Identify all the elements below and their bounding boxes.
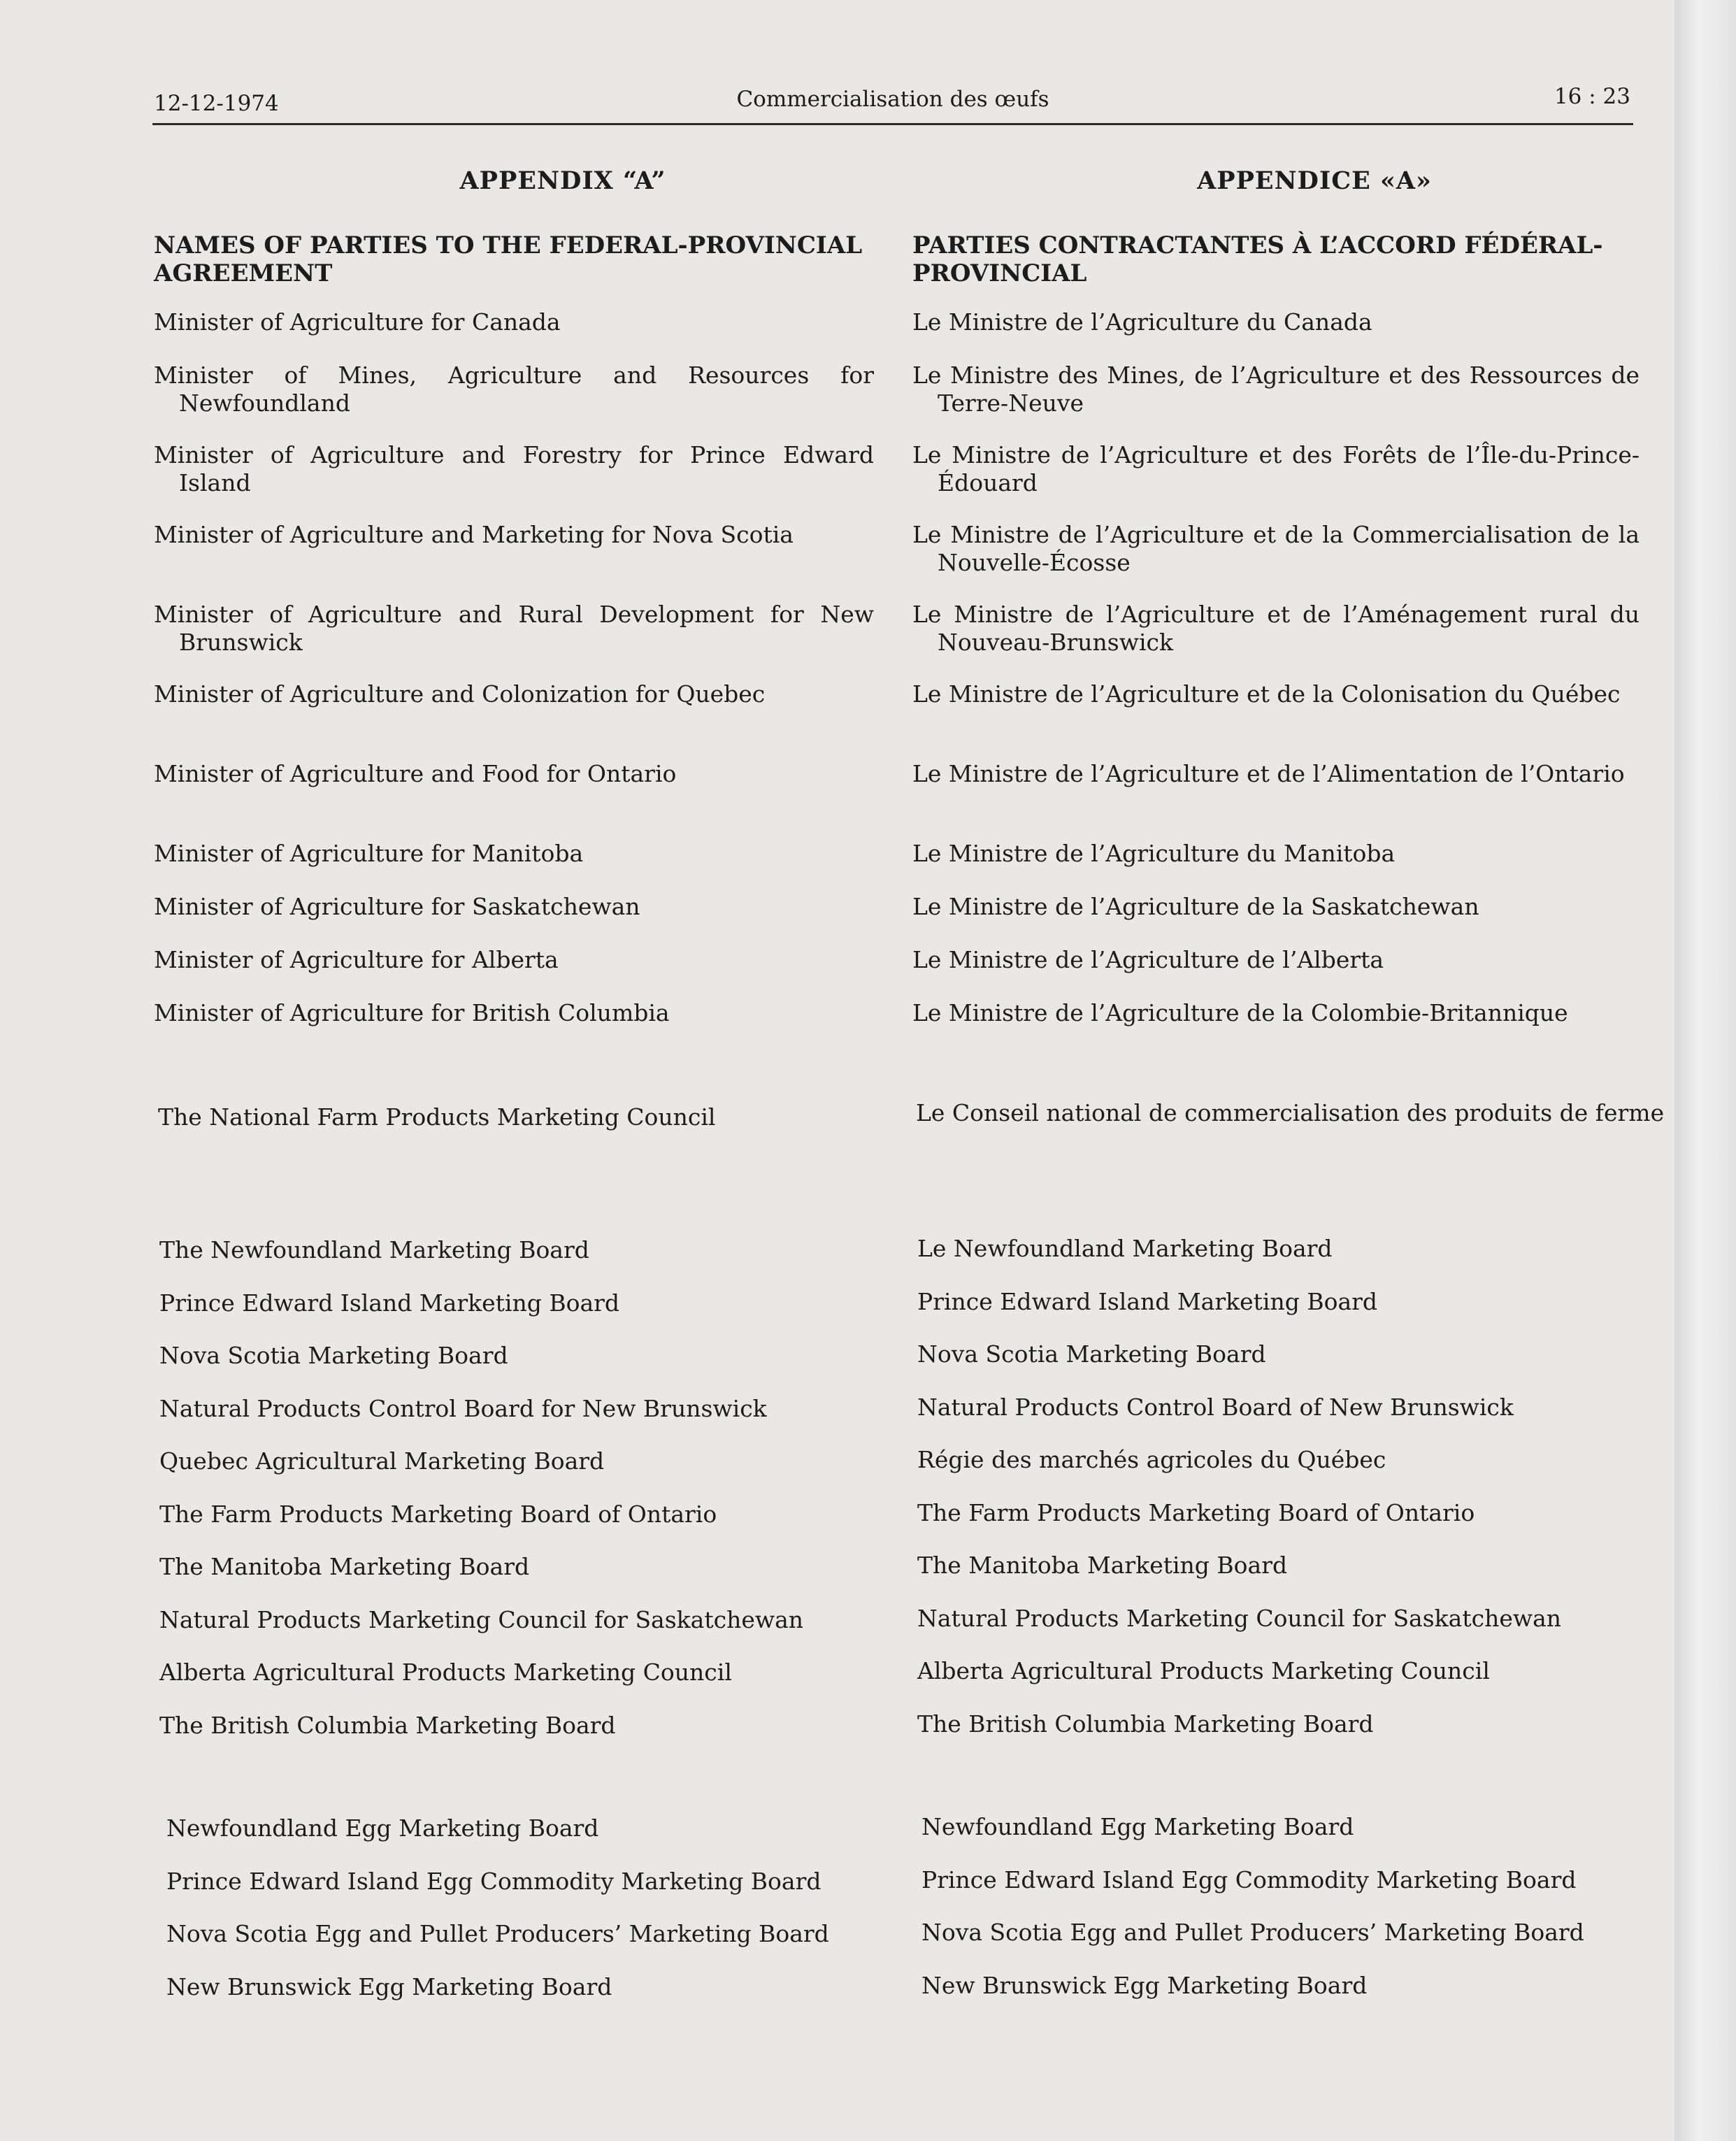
marketing-boards-list <box>159 1236 873 1764</box>
board-item: Natural Products Control Board of New Brunswick <box>917 1393 1514 1421</box>
minister-item: Minister of Agriculture and Rural Development for New Brunswick <box>154 601 874 656</box>
page-edge <box>1674 0 1736 2141</box>
ministers-list <box>154 308 874 1052</box>
board-item: Natural Products Marketing Council for Saskatchewan <box>917 1604 1562 1632</box>
header-date: 12-12-1974 <box>154 91 279 116</box>
header-title: Commercialisation des œufs <box>736 87 1049 112</box>
header-page-number: 16 : 23 <box>1554 84 1630 109</box>
minister-item: Le Ministre de l’Agriculture du Manitoba <box>912 840 1396 867</box>
board-item: Nova Scotia Egg and Pullet Producers’ Marketing Board <box>166 1920 829 1947</box>
minister-item: Le Ministre de l’Agriculture et de l’Alimentation de l’Ontario <box>912 760 1625 787</box>
minister-item: Minister of Agriculture for British Columbia <box>154 999 670 1026</box>
board-item: The Farm Products Marketing Board of Ontario <box>159 1500 717 1528</box>
board-item: Nova Scotia Egg and Pullet Producers’ Marketing Board <box>921 1919 1584 1946</box>
board-item: The Manitoba Marketing Board <box>159 1553 530 1580</box>
minister-item: Minister of Agriculture and Food for Ontario <box>154 760 677 787</box>
board-item: The Farm Products Marketing Board of Ontario <box>917 1498 1475 1526</box>
marketing-boards-list <box>917 1235 1644 1763</box>
board-item: The Newfoundland Marketing Board <box>159 1236 589 1263</box>
french-column <box>912 166 1640 1052</box>
board-item: Prince Edward Island Egg Commodity Marketing Board <box>921 1866 1577 1893</box>
board-item: Quebec Agricultural Marketing Board <box>159 1447 605 1475</box>
minister-item: Minister of Mines, Agriculture and Resources for Newfoundland <box>154 361 874 417</box>
minister-item: Minister of Agriculture for Canada <box>154 308 561 336</box>
council-name: The National Farm Products Marketing Council <box>158 1103 716 1131</box>
board-item: Alberta Agricultural Products Marketing Council <box>159 1659 732 1686</box>
egg-boards-list <box>166 1814 880 2026</box>
ministers-list <box>912 308 1640 1052</box>
minister-item: Minister of Agriculture and Marketing for Nova Scotia <box>154 521 794 548</box>
board-item: Nova Scotia Marketing Board <box>917 1340 1266 1368</box>
minister-item: Le Ministre de l’Agriculture de la Saskatchewan <box>912 893 1479 920</box>
board-item: Prince Edward Island Marketing Board <box>159 1289 620 1317</box>
minister-item: Le Ministre de l’Agriculture du Canada <box>912 308 1372 336</box>
board-item: Le Newfoundland Marketing Board <box>917 1235 1333 1262</box>
board-item: Nova Scotia Marketing Board <box>159 1342 508 1369</box>
minister-item: Minister of Agriculture and Colonization for Quebec <box>154 680 766 708</box>
board-item: Natural Products Control Board for New Brunswick <box>159 1394 767 1422</box>
board-item: New Brunswick Egg Marketing Board <box>921 1971 1368 1999</box>
board-item: Alberta Agricultural Products Marketing Council <box>917 1657 1490 1684</box>
minister-item: Le Ministre de l’Agriculture de l’Alberta <box>912 946 1384 973</box>
appendix-title: APPENDIX “A” <box>459 166 666 195</box>
council-name: Le Conseil national de commercialisation des produits de ferme <box>916 1099 1665 1126</box>
board-item: The British Columbia Marketing Board <box>159 1711 616 1739</box>
appendix-title: APPENDICE «A» <box>1197 166 1432 195</box>
minister-item: Le Ministre de l’Agriculture et de la Colonisation du Québec <box>912 680 1621 708</box>
board-item: Prince Edward Island Egg Commodity Marketing Board <box>166 1867 822 1895</box>
board-item: Newfoundland Egg Marketing Board <box>921 1813 1354 1840</box>
minister-item: Le Ministre de l’Agriculture et de l’Aménagement rural du Nouveau-Brunswick <box>912 601 1640 656</box>
board-item: New Brunswick Egg Marketing Board <box>166 1972 612 2000</box>
board-item: Natural Products Marketing Council for Saskatchewan <box>159 1605 804 1633</box>
minister-item: Le Ministre de l’Agriculture de la Colombie-Britannique <box>912 999 1568 1026</box>
minister-item: Le Ministre de l’Agriculture et des Forêts de l’Île-du-Prince-Édouard <box>912 441 1640 496</box>
english-column <box>154 166 874 1052</box>
section-title: PARTIES CONTRACTANTES À L’ACCORD FÉDÉRAL-PROVINCIAL <box>912 231 1603 287</box>
minister-item: Minister of Agriculture for Alberta <box>154 946 559 973</box>
board-item: Prince Edward Island Marketing Board <box>917 1287 1378 1315</box>
minister-item: Le Ministre de l’Agriculture et de la Commercialisation de la Nouvelle-Écosse <box>912 521 1640 576</box>
board-item: Régie des marchés agricoles du Québec <box>917 1446 1386 1473</box>
minister-item: Minister of Agriculture for Saskatchewan <box>154 893 640 920</box>
board-item: The British Columbia Marketing Board <box>917 1710 1374 1738</box>
board-item: Newfoundland Egg Marketing Board <box>166 1814 599 1842</box>
minister-item: Minister of Agriculture and Forestry for Prince Edward Island <box>154 441 874 496</box>
section-title: NAMES OF PARTIES TO THE FEDERAL-PROVINCIAL AGREEMENT <box>154 231 863 287</box>
page-header <box>152 84 1633 125</box>
minister-item: Minister of Agriculture for Manitoba <box>154 840 584 867</box>
board-item: The Manitoba Marketing Board <box>917 1552 1288 1579</box>
minister-item: Le Ministre des Mines, de l’Agriculture et des Ressources de Terre-Neuve <box>912 361 1640 417</box>
egg-boards-list <box>921 1813 1649 2024</box>
